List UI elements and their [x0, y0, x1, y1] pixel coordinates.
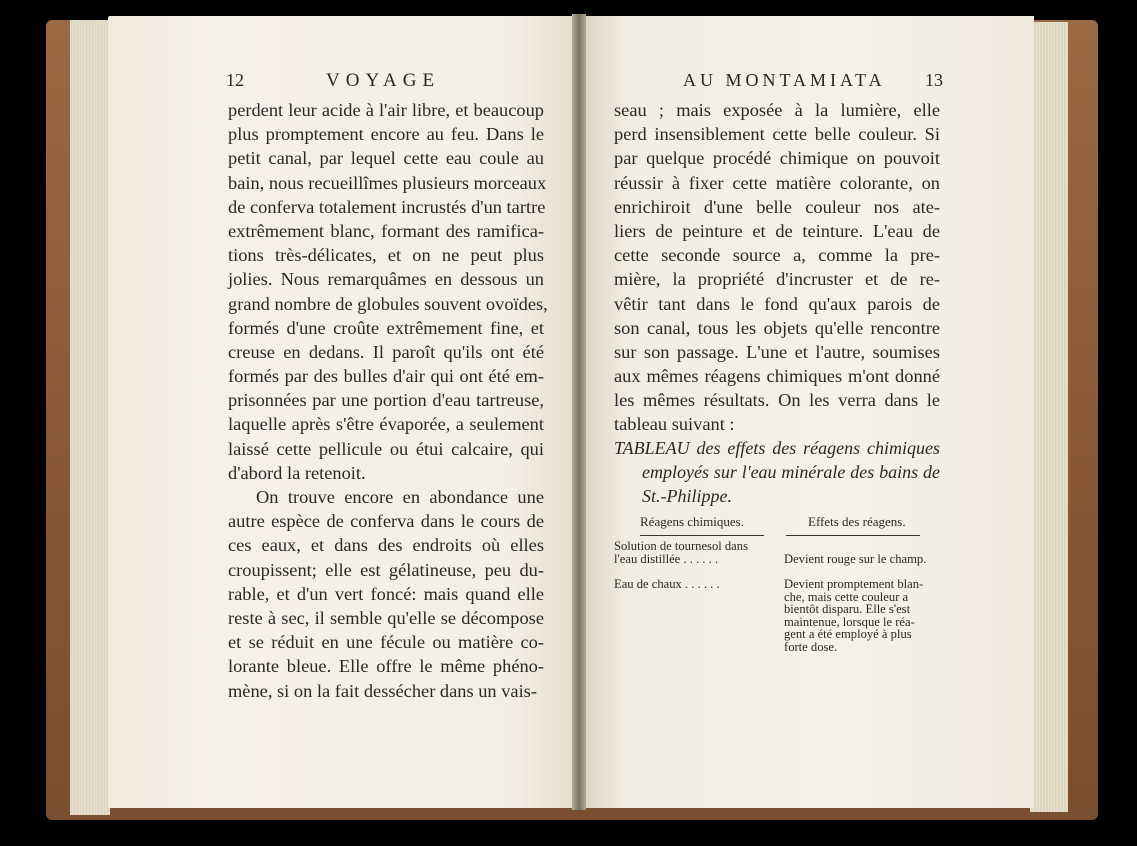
table-header-reagents: Réagens chimiques.: [640, 514, 744, 529]
right-page-body: [614, 98, 940, 437]
text-line: rable, et d'un vert foncé: mais quand elle: [228, 583, 544, 604]
text-line: cette seconde source a, comme la pre-: [614, 245, 940, 266]
text-line: son canal, tous les objets qu'elle rencontre: [614, 317, 940, 338]
text-line: autre espèce de conferva dans le cours de: [228, 511, 544, 532]
text-line: On trouve encore en abondance une: [256, 487, 544, 507]
text-line: jolies. Nous remarquâmes en dessous un: [228, 269, 544, 290]
text-line: seau ; mais exposée à la lumière, elle: [614, 100, 940, 120]
table-header-effects: Effets des réagens.: [808, 514, 906, 529]
text-line: TABLEAU des effets des réagens chimiques: [614, 438, 940, 458]
table-rule-left: [640, 535, 764, 536]
page-edges-left: [70, 20, 110, 815]
text-line: ces eaux, et dans des endroits où elles: [228, 535, 544, 556]
text-line: aux mêmes réagens chimiques m'ont donné: [614, 366, 940, 387]
text-line: de conferva totalement incrustés d'un tartre: [228, 196, 546, 217]
text-line: perdent leur acide à l'air libre, et beaucoup: [228, 100, 544, 120]
text-line: perd insensiblement cette belle couleur. Si: [614, 124, 940, 145]
table-rule-right: [786, 535, 920, 536]
text-line: par quelque procédé chimique on pouvoit: [614, 148, 940, 169]
table-cell-reagent: Solution de tournesol dans: [614, 539, 748, 553]
text-line: grand nombre de globules souvent ovoïdes,: [228, 293, 548, 314]
table-cell-reagent: l'eau distillée . . . . . .: [614, 551, 719, 566]
text-line: vêtir tant dans le fond qu'aux parois de: [614, 293, 940, 314]
text-line: formés d'une croûte extrêmement fine, et: [228, 317, 544, 338]
text-line: et se réduit en une fécule ou matière co-: [228, 632, 544, 653]
text-line: tions très-délicates, et on ne peut plus: [228, 245, 544, 266]
text-line: tableau suivant :: [614, 414, 735, 435]
text-line: creuse en dedans. Il paroît qu'ils ont été: [228, 341, 544, 362]
text-line: laquelle après s'être évaporée, a seulement: [228, 414, 544, 435]
table-title: [614, 436, 940, 509]
text-line: employés sur l'eau minérale des bains de: [642, 462, 940, 483]
left-page-number: 12: [226, 70, 244, 90]
text-line: liers de peinture et de teinture. L'eau de: [614, 220, 940, 241]
text-line: reste à sec, il semble qu'elle se décompose: [228, 607, 544, 628]
text-line: St.-Philippe.: [642, 486, 732, 507]
table-cell-effect: bientôt disparu. Elle s'est: [784, 602, 911, 617]
book-gutter: [572, 14, 586, 810]
text-line: réussir à fixer cette matière colorante, on: [614, 172, 940, 193]
text-line: mène, si on la fait dessécher dans un vais-: [228, 680, 537, 701]
table-cell-effect: che, mais cette couleur a: [784, 589, 909, 604]
text-line: enrichiroit d'une belle couleur nos ate-: [614, 196, 940, 217]
table-cell-effect: maintenue, lorsque le réa-: [784, 614, 915, 629]
table-cell-effect: forte dose.: [784, 640, 838, 654]
table-cell-effect: Devient promptement blan-: [784, 577, 924, 591]
text-line: les mêmes résultats. On les verra dans le: [614, 390, 940, 411]
page-edges-right: [1030, 22, 1068, 812]
right-page-number: 13: [925, 70, 943, 90]
text-line: bain, nous recueillîmes plusieurs morceaux: [228, 172, 547, 193]
left-page-body: [228, 98, 548, 703]
text-line: plus promptement encore au feu. Dans le: [228, 124, 544, 145]
table-cell-effect: gent a été employé à plus: [784, 627, 912, 642]
table-cell-effect: Devient rouge sur le champ.: [784, 551, 927, 566]
text-line: croupissent; elle est gélatineuse, peu du-: [228, 559, 544, 580]
left-running-header: VOYAGE: [326, 70, 441, 91]
text-line: d'abord la retenoit.: [228, 462, 366, 483]
text-line: prisonnées par une portion d'eau tartreuse,: [228, 390, 544, 411]
text-line: lorante bleue. Elle offre le même phéno-: [228, 656, 544, 677]
text-line: mière, la propriété d'incruster et de re-: [614, 269, 940, 290]
text-line: formés par des bulles d'air qui ont été em-: [228, 366, 544, 387]
text-line: petit canal, par lequel cette eau coule au: [228, 148, 544, 169]
right-running-header: AU MONTAMIATA: [683, 70, 886, 90]
text-line: laissé cette pellicule ou étui calcaire, qui: [228, 438, 544, 459]
text-line: sur son passage. L'une et l'autre, soumises: [614, 341, 940, 362]
table-cell-reagent: Eau de chaux . . . . . .: [614, 577, 720, 591]
text-line: extrêmement blanc, formant des ramifica-: [228, 220, 544, 241]
